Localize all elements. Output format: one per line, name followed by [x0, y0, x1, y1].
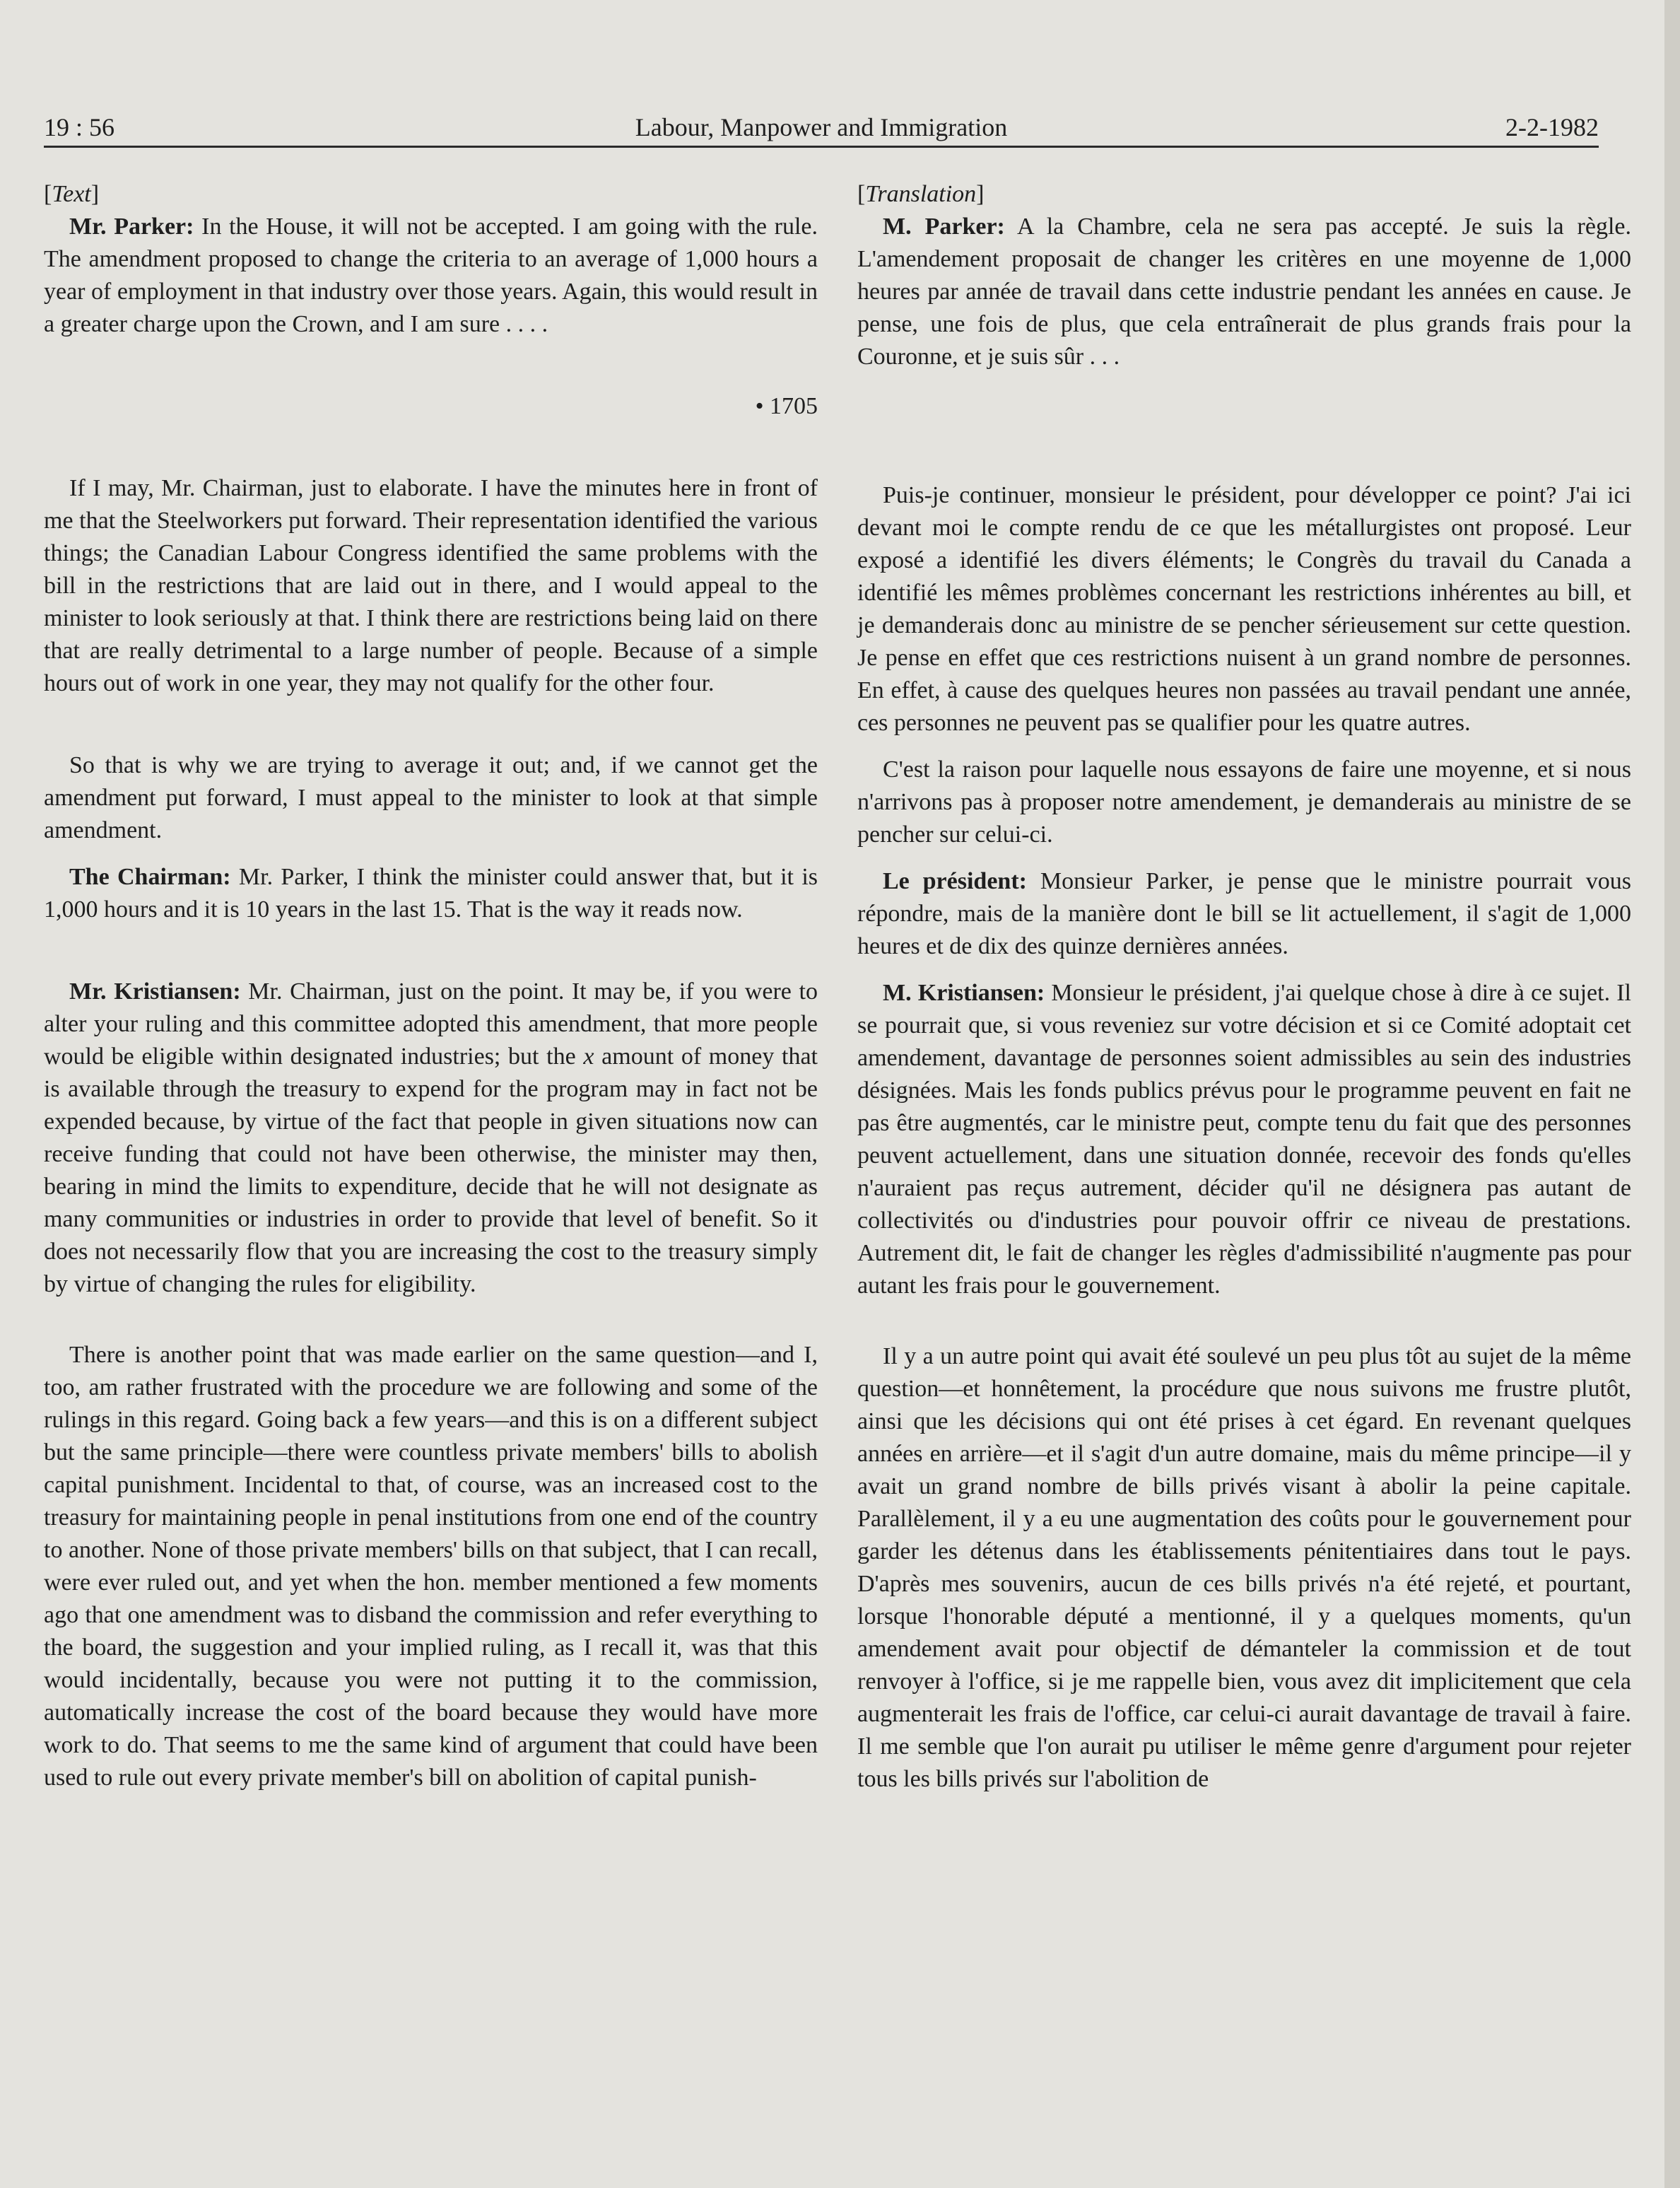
speaker-name: Mr. Kristiansen: [69, 978, 241, 1005]
section-label: [Translation] [857, 181, 985, 207]
section-label-text: Text [52, 181, 91, 207]
paragraph: So that is why we are trying to average it out; and, if we cannot get the amendment put forward, I must appeal to the minister to look at that simple amendment. [44, 752, 818, 843]
speaker-name: M. Kristiansen: [883, 980, 1045, 1006]
paragraph: Mr. Kristiansen: Mr. Chairman, just on the point. It may be, if you were to alter your ruling and this committee adopted this amendment, that more people would be eligible within designated industries; but the x amount of money that is available through the treasury to expend for the program may in fact not be expended because, by virtue of the fact that people in given situations now can receive funding that could not have been otherwise, the minister may then, bearing in mind the limits to expenditure, decide that he will not designate as many communities or industries in order to provide that level of benefit. So it does not necessarily flow that you are increasing the cost to the treasury simply by virtue of changing the rules for eligibility. [44, 978, 818, 1297]
speaker-name: Mr. Parker: [69, 213, 194, 240]
paragraph: Puis-je continuer, monsieur le président, pour développer ce point? J'ai ici devant moi le compte rendu de ce que les métallurgistes ont proposé. Leur exposé a identifié les divers éléments; le Congrès du travail du Canada a identifié les mêmes problèmes concernant les restrictions inhérentes au bill, et je demanderais donc au ministre de se pencher sérieusement sur cette question. Je pense en effet que ces restrictions nuisent à un grand nombre de personnes. En effet, à cause des quelques heures non passées au travail pendant une année, ces personnes ne peuvent pas se qualifier pour les quatre autres. [857, 482, 1631, 736]
paragraph: Mr. Parker: In the House, it will not be accepted. I am going with the rule. The amendment proposed to change the criteria to an average of 1,000 hours a year of employment in that industry over those years. Again, this would result in a greater charge upon the Crown, and I am sure . . . . [44, 213, 818, 337]
english-column [44, 178, 818, 1794]
paragraph: M. Kristiansen: Monsieur le président, j'ai quelque chose à dire à ce sujet. Il se pourrait que, si vous reveniez sur votre décision et si ce Comité adoptait cet amendement, davantage de personnes soient admissibles au sein des industries désignées. Mais les fonds publics prévus pour le programme peuvent en fait ne pas être augmentés, car le ministre peut, compte tenu du fait que des personnes peuvent actuellement, dans une situation donnée, recevoir des fonds qu'elles n'auraient pas reçus autrement, décider qu'il ne désignera pas autant de collectivités ou d'industries pour pouvoir offrir ce niveau de prestations. Autrement dit, le fait de changer les règles d'admissibilité n'augmente pas pour autant les frais pour le gouvernement. [857, 980, 1631, 1299]
header-title: Labour, Manpower and Immigration [635, 113, 1008, 141]
paragraph: M. Parker: A la Chambre, cela ne sera pas accepté. Je suis la règle. L'amendement proposait de changer les critères en une moyenne de 1,000 heures par année de travail dans cette industrie pendant les années en cause. Je pense, une fois de plus, que cela entraînerait de plus grands frais pour la Couronne, et je suis sûr . . . [857, 213, 1632, 370]
speaker-name: The Chairman: [69, 864, 231, 890]
time-marker: • 1705 [755, 393, 818, 419]
header-page-number: 19 : 56 [44, 113, 115, 141]
header-rule [44, 146, 1599, 148]
header-date: 2-2-1982 [1505, 113, 1599, 141]
section-label: [Text] [44, 181, 100, 207]
paragraph: There is another point that was made earlier on the same question—and I, too, am rather frustrated with the procedure we are following and some of the rulings in this regard. Going back a few years—and this is on a different subject but the same principle—there were countless private members' bills to abolish capital punishment. Incidental to that, of course, was an increased cost to the treasury for maintaining people in penal institutions from one end of the country to another. None of those private members' bills on that subject, that I can recall, were ever ruled out, and yet when the hon. member mentioned a few moments ago that one amendment was to disband the commission and refer everything to the board, the suggestion and your implied ruling, as I recall it, was that this would incidentally, because you were not putting it to the commission, automatically increase the cost of the board because they would have more work to do. That seems to me the same kind of argument that could have been used to rule out every private member's bill on abolition of capital punish- [44, 1342, 818, 1791]
running-header [44, 110, 1599, 145]
paragraph: If I may, Mr. Chairman, just to elaborate. I have the minutes here in front of me that the Steelworkers put forward. Their representation identified the various things; the Canadian Labour Congress identified the same problems with the bill in the restrictions that are laid out in there, and I would appeal to the minister to look seriously at that. I think there are restrictions being laid on there that are really detrimental to a large number of people. Because of a simple hours out of work in one year, they may not qualify for the other four. [44, 475, 818, 696]
speaker-name: M. Parker: [883, 213, 1005, 240]
speaker-name: Le président: [883, 868, 1027, 894]
french-column [857, 178, 1631, 1796]
paragraph: Il y a un autre point qui avait été soulevé un peu plus tôt au sujet de la même question—et honnêtement, la procédure que nous suivons me frustre plutôt, ainsi que les décisions qui ont été prises à cet égard. En revenant quelques années en arrière—et il s'agit d'un autre domaine, mais du même principe—il y avait un grand nombre de bills privés visant à abolir la peine capitale. Parallèlement, il y a eu une augmentation des coûts pour le gouvernement pour garder les détenus dans les établissements pénitentiaires dans tout le pays. D'après mes souvenirs, aucun de ces bills privés n'a été rejeté, et pourtant, lorsque l'honorable député a mentionné, il y a quelques moments, qu'un amendement avait pour objectif de démanteler la commission et de tout renvoyer à l'office, si je me rappelle bien, vous avez dit implicitement que cela augmenterait les frais de l'office, car celui-ci aurait davantage de travail à faire. Il me semble que l'on aurait pu utiliser le même genre d'argument pour rejeter tous les bills privés sur l'abolition de [857, 1343, 1631, 1792]
paragraph: C'est la raison pour laquelle nous essayons de faire une moyenne, et si nous n'arrivons pas à proposer notre amendement, je demanderais au ministre de se pencher sur celui-ci. [857, 756, 1631, 848]
paragraph: Le président: Monsieur Parker, je pense que le ministre pourrait vous répondre, mais de la manière dont le bill se lit actuellement, il s'agit de 1,000 heures et de dix des quinze dernières années. [857, 868, 1631, 959]
page-edge [1664, 0, 1680, 2188]
section-label-text: Translation [865, 181, 977, 207]
paragraph: The Chairman: Mr. Parker, I think the minister could answer that, but it is 1,000 hours and it is 10 years in the last 15. That is the way it reads now. [44, 864, 818, 923]
